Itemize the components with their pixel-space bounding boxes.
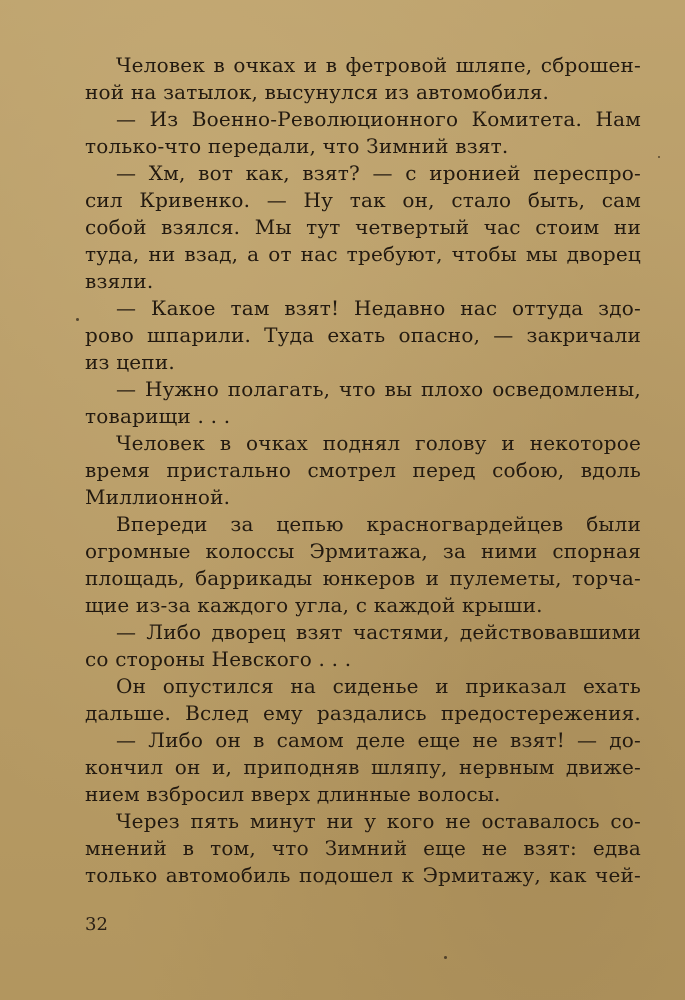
- text-line: рово шпарили. Туда ехать опасно, — закричали: [85, 323, 641, 347]
- text-line: — Какое там взят! Недавно нас оттуда здо-: [116, 296, 641, 320]
- text-line: дальше. Вслед ему раздались предостережения.: [85, 701, 641, 725]
- text-line: щие из-за каждого угла, с каждой крыши.: [85, 593, 543, 617]
- page-body-text: [85, 52, 641, 889]
- text-line: — Либо дворец взят частями, действовавшими: [116, 620, 641, 644]
- text-line: только автомобиль подошел к Эрмитажу, как чей-: [85, 863, 641, 887]
- text-line: — Нужно полагать, что вы плохо осведомлены,: [116, 377, 641, 401]
- text-line: — Из Военно-Революционного Комитета. Нам: [116, 107, 641, 131]
- text-line: только-что передали, что Зимний взят.: [85, 134, 509, 158]
- text-line: огромные колоссы Эрмитажа, за ними спорная: [85, 539, 641, 563]
- text-line: собой взялся. Мы тут четвертый час стоим ни: [85, 215, 641, 239]
- text-line: — Хм, вот как, взят? — с иронией переспро-: [116, 161, 641, 185]
- text-line: кончил он и, приподняв шляпу, нервным движе-: [85, 755, 641, 779]
- text-line: со стороны Невского . . .: [85, 647, 352, 671]
- text-line: время пристально смотрел перед собою, вдоль: [85, 458, 641, 482]
- text-line: — Либо он в самом деле еще не взят! — до-: [116, 728, 641, 752]
- text-line: Человек в очках и в фетровой шляпе, сброшен-: [116, 53, 641, 77]
- text-line: ной на затылок, высунулся из автомобиля.: [85, 80, 550, 104]
- text-line: Миллионной.: [85, 485, 231, 509]
- text-line: нием взбросил вверх длинные волосы.: [85, 782, 501, 806]
- text-line: Он опустился на сиденье и приказал ехать: [116, 674, 641, 698]
- text-line: Человек в очках поднял голову и некоторое: [116, 431, 641, 455]
- text-line: сил Кривенко. — Ну так он, стало быть, сам: [85, 188, 641, 212]
- text-line: площадь, баррикады юнкеров и пулеметы, торча-: [85, 566, 641, 590]
- ink-speck: [658, 156, 660, 158]
- page-number: 32: [85, 914, 108, 935]
- text-line: Впереди за цепью красногвардейцев были: [116, 512, 641, 536]
- ink-speck: [444, 956, 447, 959]
- text-line: Через пять минут ни у кого не оставалось со-: [116, 809, 641, 833]
- text-line: туда, ни взад, а от нас требуют, чтобы мы дворец: [85, 242, 641, 266]
- text-line: из цепи.: [85, 350, 175, 374]
- text-line: взяли.: [85, 269, 154, 293]
- text-line: товарищи . . .: [85, 404, 231, 428]
- text-line: мнений в том, что Зимний еще не взят: едва: [85, 836, 641, 860]
- ink-speck: [76, 318, 79, 321]
